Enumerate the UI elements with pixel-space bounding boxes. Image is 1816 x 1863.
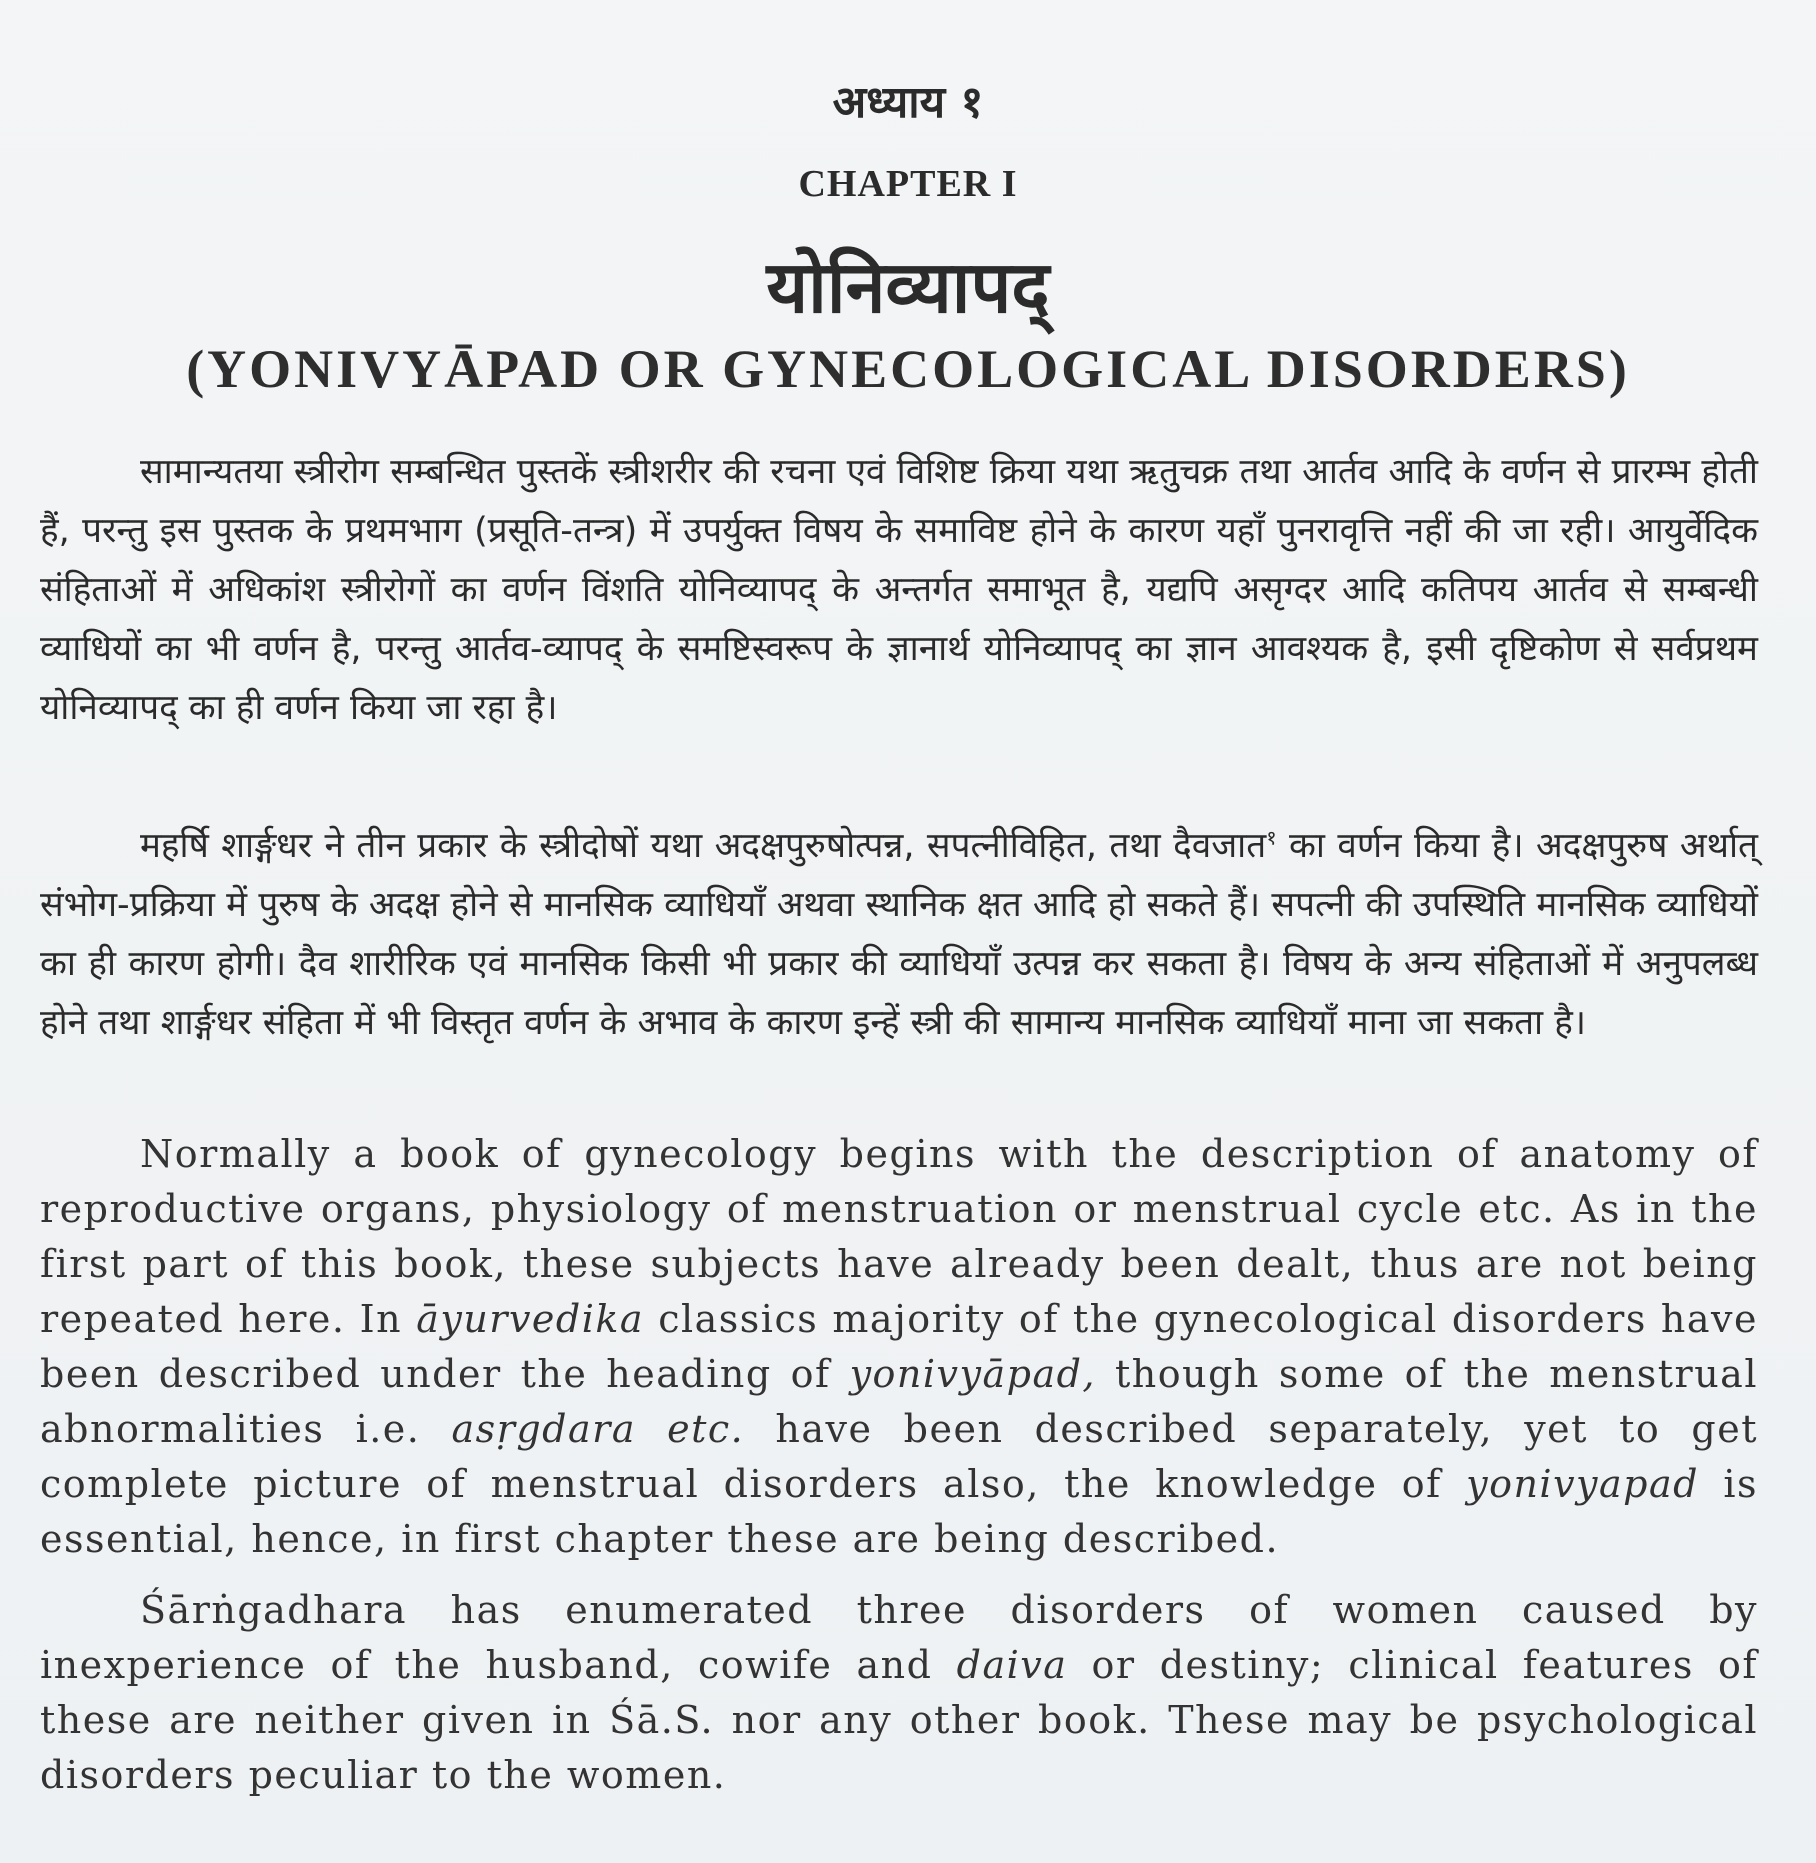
english-paragraph-1-text-b: classics majority of the gynecological disorders have been described under the heading of [40,1297,1759,1396]
hindi-title: योनिव्यापद् [766,245,1050,329]
english-paragraph-2-text-a: Śārṅgadhara has enumerated three disorders of women caused by inexperience of the husband, cowife and [40,1588,1758,1687]
term-yonivyapad-2: yonivyapad [1466,1462,1699,1506]
english-paragraph-2-text-b: or destiny; clinical features of these are neither given in Śā.S. nor any other book. These may be psychological disorders peculiar to the women. [40,1643,1759,1797]
english-paragraph-1-text-c: though some of the menstrual abnormalities i.e. [40,1352,1758,1451]
english-paragraph-1-text-d: have been described separately, yet to get complete picture of menstrual disorders also, the knowledge of [40,1407,1758,1506]
english-paragraph-1-text-e: is essential, hence, in first chapter these are being described. [40,1462,1758,1561]
term-daiva: daiva [956,1643,1068,1687]
hindi-paragraph-2 [40,817,1758,1053]
term-yonivyapad: yonivyāpad, [849,1352,1097,1396]
hindi-paragraph-1: सामान्यतया स्त्रीरोग सम्बन्धित पुस्तकें स्त्रीशरीर की रचना एवं विशिष्ट क्रिया यथा ऋतुचक्र तथा आर्तव आदि के वर्णन से प्रारम्भ होती हैं, परन्तु इस पुस्तक के प्रथमभाग (प्रसूति-तन्त्र) में उपर्युक्त विषय के समाविष्ट होने के कारण यहाँ पुनरावृत्ति नहीं की जा रही। आयुर्वेदिक संहिताओं में अधिकांश स्त्रीरोगों का वर्णन विंशति योनिव्यापद् के अन्तर्गत समाभूत है, यद्यपि असृग्दर आदि कतिपय आर्तव से सम्बन्धी व्याधियों का भी वर्णन है, परन्तु आर्तव-व्यापद् के समष्टिस्वरूप के ज्ञानार्थ योनिव्यापद् का ज्ञान आवश्यक है, इसी दृष्टिकोण से सर्वप्रथम योनिव्यापद् का ही वर्णन किया जा रहा है। [40,452,1758,728]
english-paragraph-2 [40,1583,1758,1803]
english-paragraph-1 [40,1127,1758,1567]
term-asrgdara: asṛgdara etc. [451,1407,745,1451]
footnote-marker: १ [1266,825,1277,850]
hindi-paragraph-2-text-a: महर्षि शार्ङ्गधर ने तीन प्रकार के स्त्रीदोषों यथा अदक्षपुरुषोत्पन्न, सपत्नीविहित, तथा दैवजात [140,826,1267,866]
hindi-paragraph-2-text-b: का वर्णन किया है। अदक्षपुरुष अर्थात् संभोग-प्रक्रिया में पुरुष के अदक्ष होने से मानसिक व्याधियाँ अथवा स्थानिक क्षत आदि हो सकते हैं। सपत्नी की उपस्थिति मानसिक व्याधियों का ही कारण होगी। दैव शारीरिक एवं मानसिक किसी भी प्रकार की व्याधियाँ उत्पन्न कर सकता है। विषय के अन्य संहिताओं में अनुपलब्ध होने तथा शार्ङ्गधर संहिता में भी विस्तृत वर्णन के अभाव के कारण इन्हें स्त्री की सामान्य मानसिक व्याधियाँ माना जा सकता है। [40,826,1758,1043]
english-paragraph-1-text-a: Normally a book of gynecology begins with the description of anatomy of reproductive organs, physiology of menstruation or menstrual cycle etc. As in the first part of this book, these subjects have already been dealt, thus are not being repeated here. In [40,1132,1758,1341]
term-ayurvedika: āyurvedika [416,1297,645,1341]
english-title: (YONIVYĀPAD OR GYNECOLOGICAL DISORDERS) [186,339,1630,399]
hindi-chapter-heading: अध्याय १ [832,77,984,128]
chapter-heading: CHAPTER I [798,163,1018,205]
